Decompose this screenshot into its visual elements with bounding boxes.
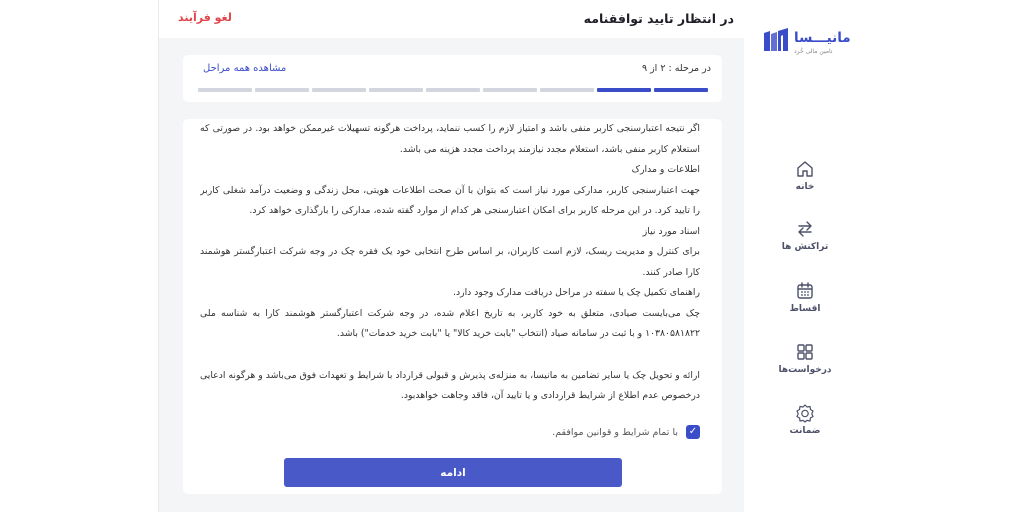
nav-label-guarantee: ضمانت [789, 426, 821, 436]
cancel-process-link[interactable]: لغو فرآیند [178, 11, 232, 24]
continue-button[interactable]: ادامه [284, 458, 622, 487]
progress-segment [255, 88, 309, 92]
nav-label-transactions: تراکنش ها [781, 242, 829, 252]
grid-icon [795, 342, 815, 362]
nav-label-installments: اقساط [789, 304, 821, 314]
steps-card [183, 55, 722, 102]
terms-paragraph: چک می‌بایست صیادی، متعلق به خود کاربر، به تاریخ اعلام شده، در وجه شرکت اعتبارگستر هوشمند کارا به شناسه ملی ۱۰۳۸۰۵۸۱۸۲۲ و با ثبت در سامانه صیاد (انتخاب "بابت خرید کالا" یا "بابت خرید خدمات") باشد. [200, 307, 700, 339]
home-icon [795, 159, 815, 179]
progress-segment [654, 88, 708, 92]
nav-item-home[interactable] [744, 159, 866, 203]
terms-heading: اطلاعات و مدارک [631, 164, 700, 175]
agree-label: با تمام شرایط و قوانین موافقم. [552, 426, 678, 438]
nav-item-requests[interactable] [744, 342, 866, 386]
progress-segment [540, 88, 594, 92]
progress-segment [483, 88, 537, 92]
progress-segment [426, 88, 480, 92]
terms-heading: اسناد مورد نیاز [642, 225, 700, 237]
sidebar [744, 0, 866, 512]
terms-text[interactable] [200, 119, 700, 409]
terms-paragraph: راهنمای تکمیل چک یا سفته در مراحل دریافت مدارک وجود دارد. [452, 287, 700, 298]
paragraph-spacer [200, 345, 700, 366]
logo-mark-icon [760, 25, 792, 57]
page-title: در انتظار تایید توافقنامه [583, 11, 734, 26]
view-all-steps-link[interactable]: مشاهده همه مراحل [203, 63, 287, 74]
terms-paragraph: ارائه و تحویل چک یا سایر تضامین به مانیسا، به منزله‌ی پذیرش و قبولی قرارداد با شرایط و تعهدات فوق می‌باشد و هرگونه ادعایی درخصوص عدم اطلاع از شرایط قراردادی و یا تایید آن، فاقد وجاهت خواهدبود. [200, 369, 700, 401]
calendar-icon [795, 281, 815, 301]
brand-name: مانیـــسا [794, 30, 851, 46]
agree-row [552, 424, 700, 440]
nav-label-home: خانه [795, 182, 815, 192]
progress-segment [597, 88, 651, 92]
terms-paragraph: اگر نتیجه اعتبارسنجی کاربر منفی باشد و امتیاز لازم را کسب ننماید، پرداخت هرگونه تسهیلات غیرممکن خواهد بود. در صورتی که استعلام کاربر منفی باشد، استعلام مجدد نیازمند پرداخت مجدد هزینه می باشد. [200, 123, 700, 155]
nav-item-guarantee[interactable] [744, 403, 866, 447]
progress-segment [369, 88, 423, 92]
nav-item-installments[interactable] [744, 281, 866, 325]
terms-paragraph: برای کنترل و مدیریت ریسک، لازم است کاربران، بر اساس طرح انتخابی خود یک فقره چک در وجه شرکت اعتبارگستر هوشمند کارا صادر کنند. [200, 246, 700, 278]
brand-tagline: تامین مالی خُرد [794, 48, 833, 55]
badge-icon [795, 403, 815, 423]
progress-segment [198, 88, 252, 92]
page-header [159, 0, 744, 38]
nav-label-requests: درخواست‌ها [778, 365, 832, 375]
agree-checkbox[interactable]: ✓ [686, 425, 700, 439]
agreement-card [183, 119, 722, 494]
brand-logo[interactable] [760, 22, 855, 62]
step-progress-bar [198, 88, 708, 92]
nav-item-transactions[interactable] [744, 219, 866, 263]
terms-paragraph: جهت اعتبارسنجی کاربر، مدارکی مورد نیاز است که بتوان با آن صحت اطلاعات هویتی، محل زندگی و وضعیت درآمد شغلی کاربر را تایید کرد. در این مرحله کاربر برای امکان اعتبارسنجی هر کدام از موارد گفته شده، مدارکی را بارگذاری خواهد کرد. [200, 184, 700, 216]
progress-segment [312, 88, 366, 92]
step-indicator: در مرحله : ۲ از ۹ [641, 63, 711, 74]
transfer-icon [795, 219, 815, 239]
